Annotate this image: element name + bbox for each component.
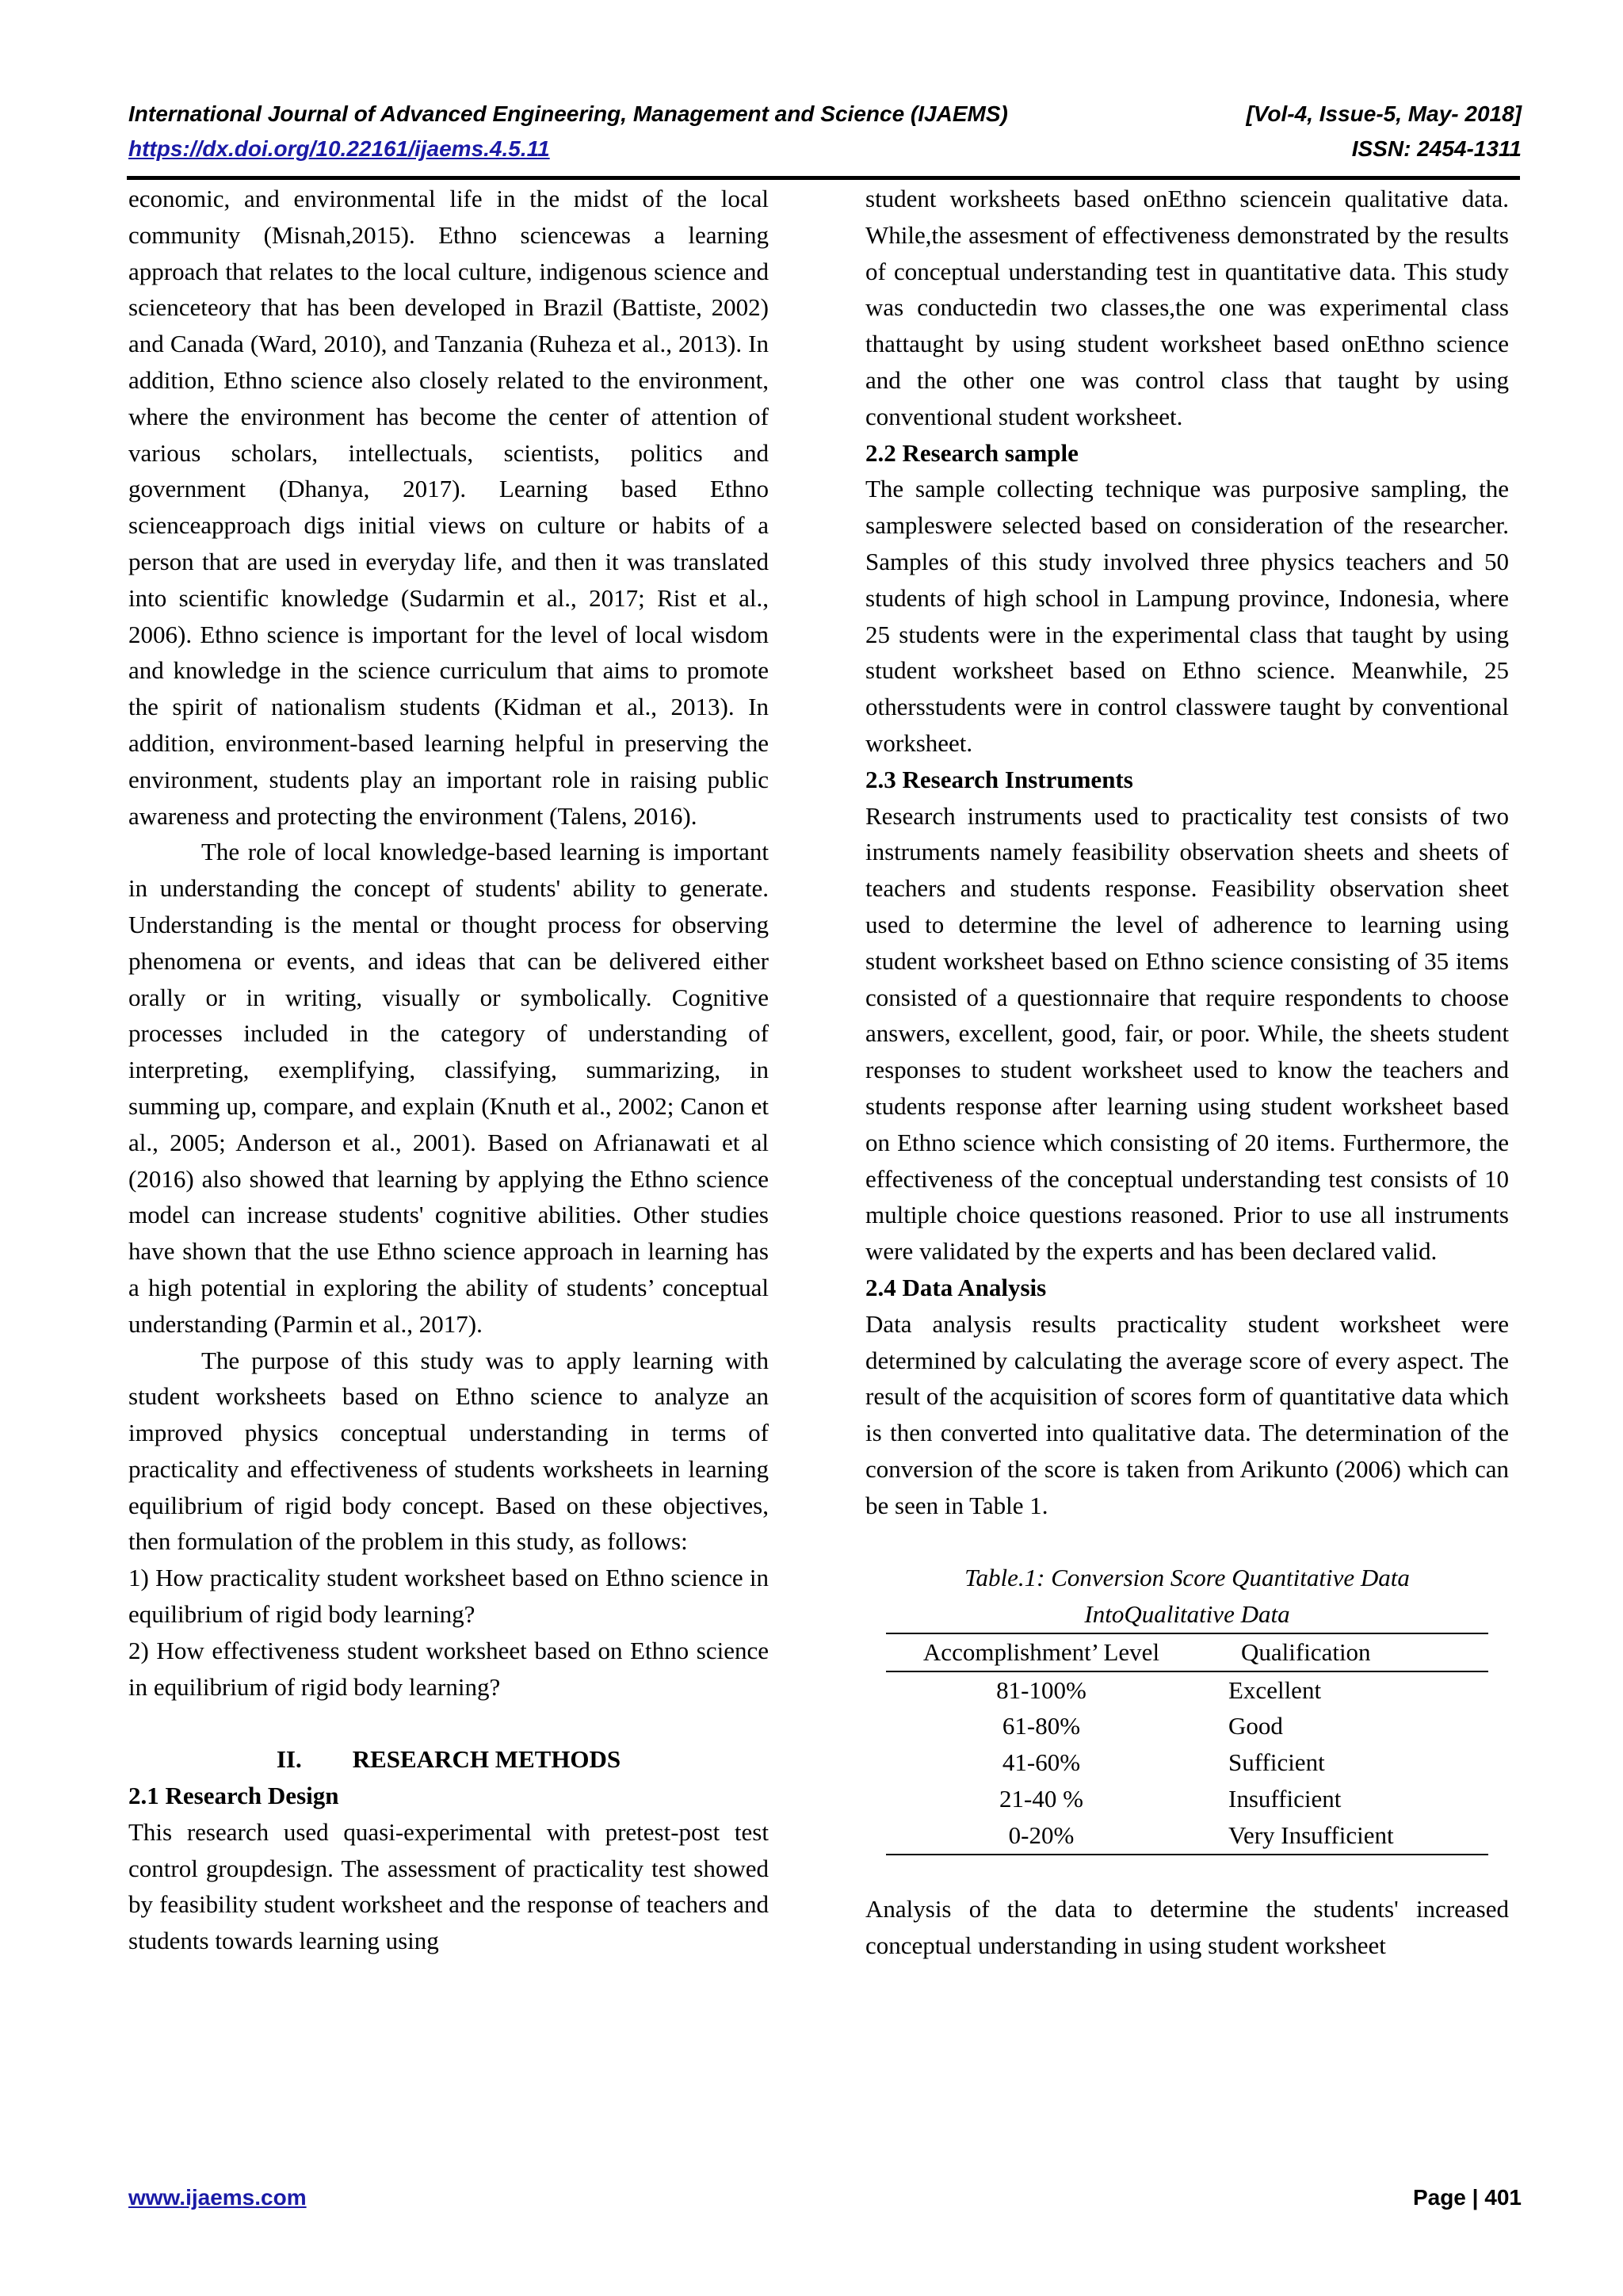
table-row: [886, 1708, 1488, 1744]
table-caption: IntoQualitative Data: [1084, 1600, 1290, 1629]
table-cell: 0-20%: [886, 1817, 1197, 1855]
table-row: [886, 1817, 1488, 1855]
paragraph: This research used quasi-experimental with pretest-post test control groupdesign. The assessment of practicality test showed by feasibility student worksheet and the response of teachers and students towards learning using: [128, 1817, 769, 1955]
table-header-row: [886, 1633, 1488, 1671]
spacer: [865, 1523, 1509, 1560]
paragraph: Analysis of the data to determine the students' increased conceptual understanding in using student worksheet: [865, 1895, 1509, 1960]
paragraph: The purpose of this study was to apply learning with student worksheets based on Ethno science to analyze an improved physics conceptual understanding in terms of practicality and effectiveness of students worksheets in learning equilibrium of rigid body concept. Based on these objectives, then formulation of the problem in this study, as follows:: [128, 1346, 769, 1556]
table-cell: Insufficient: [1228, 1785, 1342, 1813]
paragraph: student worksheets based onEthno sciencein qualitative data. While,the assesment of effectiveness demonstrated by the results of conceptual understanding test in quantitative data. This study was conductedin two classes,the one was experimental class thattaught by using student worksheet based onEthno science and the other one was control class that taught by using conventional student worksheet.: [865, 185, 1509, 430]
volume-info: [Vol-4, Issue-5, May- 2018]: [1246, 101, 1522, 126]
column-header: Qualification: [1197, 1633, 1488, 1671]
column-header: Accomplishment’ Level: [886, 1633, 1197, 1671]
paragraph: The role of local knowledge-based learning is important in understanding the concept of students' ability to generate. Understanding is the mental or thought process for observing phenomena or events, and ideas that can be delivered either orally or in writing, visually or symbolically. Cognitive processes included in the category of understanding of interpreting, exemplifying, classifying, summarizing, in summing up, compare, and explain (Knuth et al., 2002; Canon et al., 2005; Anderson et al., 2001). Based on Afrianawati et al (2016) also showed that learning by applying the Ethno science model can increase students' cognitive abilities. Other studies have shown that the use Ethno science approach in learning has a high potential in exploring the ability of students’ conceptual understanding (Parmin et al., 2017).: [128, 838, 769, 1338]
table-row: [886, 1781, 1488, 1817]
subsection-heading: 2.3 Research Instruments: [865, 765, 1133, 793]
table-cell: Good: [1228, 1712, 1283, 1740]
section-heading: [128, 1741, 769, 1778]
paragraph: economic, and environmental life in the midst of the local community (Misnah,2015). Ethno sciencewas a learning approach that relates to the local culture, indigenous science and scienceteory that has been developed in Brazil (Battiste, 2002) and Canada (Ward, 2010), and Tanzania (Ruheza et al., 2013). In addition, Ethno science also closely related to the environment, where the environment has become the center of attention of various scholars, intellectuals, scientists, politics and government (Dhanya, 2017). Learning based Ethno scienceapproach digs initial views on culture or habits of a person that are used in everyday life, and then it was translated into scientific knowledge (Sudarmin et al., 2017; Rist et al., 2006). Ethno science is important for the level of local wisdom and knowledge in the science curriculum that aims to promote the spirit of nationalism students (Kidman et al., 2013). In addition, environment-based learning helpful in preserving the environment, students play an important role in raising public awareness and protecting the environment (Talens, 2016).: [128, 185, 769, 830]
left-column: [128, 181, 769, 1959]
table-cell: 21-40 %: [999, 1785, 1083, 1813]
research-question: 2) How effectiveness student worksheet based on Ethno science in equilibrium of rigid body learning?: [128, 1636, 769, 1701]
section-number: II.: [276, 1745, 302, 1774]
table-caption: Table.1: Conversion Score Quantitative Data: [964, 1564, 1410, 1592]
spacer: [128, 1705, 769, 1741]
issn: ISSN: 2454-1311: [1351, 136, 1522, 161]
subsection-heading: 2.2 Research sample: [865, 438, 1079, 467]
subsection-heading: 2.1 Research Design: [128, 1782, 339, 1810]
header-rule: [127, 176, 1520, 180]
website-link[interactable]: www.ijaems.com: [128, 2185, 307, 2210]
conversion-table: [886, 1633, 1488, 1855]
right-column: [865, 181, 1509, 1964]
page-number: Page | 401: [1412, 2185, 1522, 2210]
table-row: [886, 1671, 1488, 1709]
paragraph: The sample collecting technique was purposive sampling, the sampleswere selected based on consideration of the researcher. Samples of this study involved three physics teachers and 50 students of high school in Lampung province, Indonesia, where 25 students were in the experimental class that taught by using student worksheet based on Ethno science. Meanwhile, 25 othersstudents were in control classwere taught by conventional worksheet.: [865, 475, 1509, 757]
paragraph: Research instruments used to practicality test consists of two instruments namely feasibility observation sheets and sheets of teachers and students response. Feasibility observation sheet used to determine the level of adherence to learning using student worksheet based on Ethno science consisting of 35 items consisted of a questionnaire that require respondents to choose answers, excellent, good, fair, or poor. While, the sheets student responses to student worksheet used to know the teachers and students response after learning using student worksheet based on Ethno science which consisting of 20 items. Furthermore, the effectiveness of the conceptual understanding test consists of 10 multiple choice questions reasoned. Prior to use all instruments were validated by the experts and has been declared valid.: [865, 801, 1509, 1266]
paragraph: Data analysis results practicality student worksheet were determined by calculating the average score of every aspect. The result of the acquisition of scores form of quantitative data which is then converted into qualitative data. The determination of the conversion of the score is taken from Arikunto (2006) which can be seen in Table 1.: [865, 1309, 1509, 1519]
table-cell: 61-80%: [1002, 1712, 1081, 1740]
table-cell: 41-60%: [1002, 1748, 1081, 1777]
table-row: [886, 1744, 1488, 1781]
journal-title: International Journal of Advanced Engineering, Management and Science (IJAEMS): [128, 101, 1008, 126]
table-cell: Sufficient: [1228, 1748, 1325, 1777]
spacer: [865, 1855, 1509, 1892]
table-cell: Very Insufficient: [1197, 1817, 1488, 1855]
subsection-heading: 2.4 Data Analysis: [865, 1273, 1047, 1301]
section-title: RESEARCH METHODS: [352, 1745, 621, 1774]
doi-link[interactable]: https://dx.doi.org/10.22161/ijaems.4.5.11: [128, 136, 550, 161]
research-question: 1) How practicality student worksheet based on Ethno science in equilibrium of rigid body learning?: [128, 1564, 769, 1629]
table-cell: 81-100%: [996, 1675, 1086, 1704]
table-cell: Excellent: [1228, 1675, 1322, 1704]
